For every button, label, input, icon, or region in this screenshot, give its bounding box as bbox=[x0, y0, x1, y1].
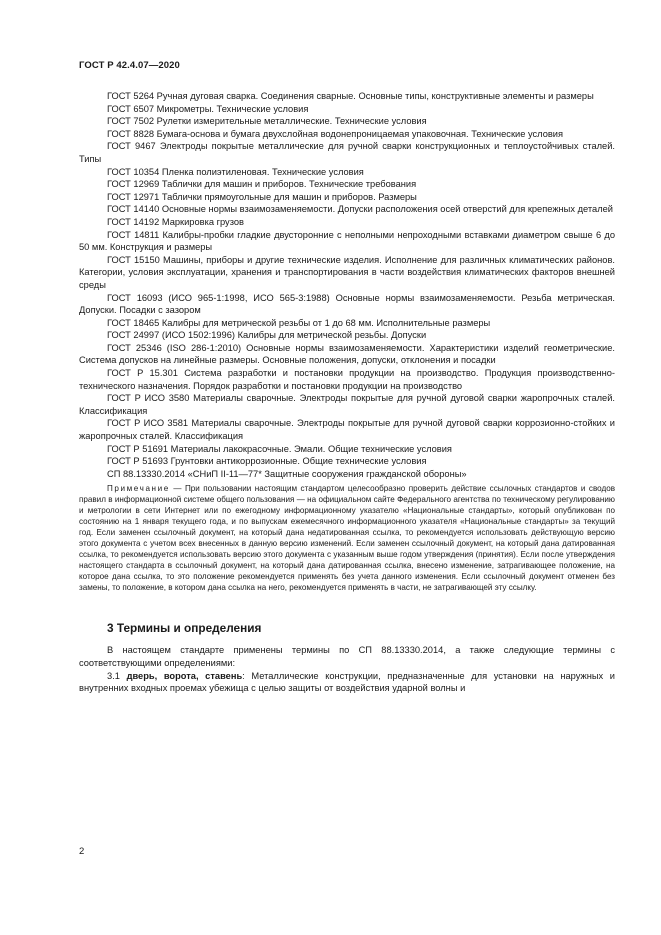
note-text: — При пользовании настоящим стандартом целесообразно проверить действие ссылочных стандартов и сводов правил в информационной системе общего пользования — на официальном сайте Федерального агентства по техническому регулированию и метрологии в сети Интернет или по ежегодному информационному указателю «Национальные стандарты», который опубликован по состоянию на 1 января текущего года, и по выпускам ежемесячного информационного указателя «Национальные стандарты» за текущий год. Если заменен ссылочный документ, на который дана недатированная ссылка, то рекомендуется использовать действующую версию этого документа с учетом всех внесенных в данную версию изменений. Если заменен ссылочный документ, на который дана датированная ссылка, то рекомендуется использовать версию этого документа с указанным выше годом утверждения (принятия). Если после утверждения настоящего стандарта в ссылочный документ, на который дана датированная ссылка, внесено изменение, затрагивающее положение, на которое дана ссылка, то это положение рекомендуется применять без учета данного изменения. Если ссылочный документ отменен без замены, то положение, в котором дана ссылка на него, рекомендуется применять в части, не затрагивающей эту ссылку. bbox=[79, 484, 615, 593]
reference-item: ГОСТ 25346 (ISO 286-1:2010) Основные нормы взаимозаменяемости. Характеристики изделий геометрические. Система допусков на линейные размеры. Основные положения, допуски, отклонения и посадки bbox=[79, 342, 615, 366]
note-label: Примечание bbox=[107, 484, 170, 494]
reference-note bbox=[79, 483, 615, 593]
normative-references-list bbox=[79, 90, 615, 480]
reference-item: ГОСТ 14192 Маркировка грузов bbox=[107, 216, 244, 227]
term-number: 3.1 bbox=[107, 670, 127, 681]
reference-item: ГОСТ 24997 (ИСО 1502:1996) Калибры для метрической резьбы. Допуски bbox=[107, 330, 427, 341]
reference-item: ГОСТ 14811 Калибры-пробки гладкие двусторонние с неполными непроходными вставками диаметром свыше 6 до 50 мм. Конструкция и размеры bbox=[79, 229, 615, 253]
term-definition bbox=[79, 670, 615, 695]
section-title: 3 Термины и определения bbox=[107, 621, 262, 636]
reference-item: СП 88.13330.2014 «СНиП II-11—77* Защитные сооружения гражданской обороны» bbox=[107, 468, 467, 479]
reference-item: ГОСТ 18465 Калибры для метрической резьбы от 1 до 68 мм. Исполнительные размеры bbox=[107, 317, 491, 328]
reference-item: ГОСТ Р ИСО 3580 Материалы сварочные. Электроды покрытые для ручной дуговой сварки жаропрочных сталей. Классификация bbox=[79, 393, 615, 416]
reference-item: ГОСТ Р 15.301 Система разработки и постановки продукции на производство. Продукция производственно-технического назначения. Порядок разработки и постановки продукции на производство bbox=[79, 368, 615, 391]
reference-item: ГОСТ 12969 Таблички для машин и приборов. Технические требования bbox=[107, 179, 417, 190]
reference-item: ГОСТ 14140 Основные нормы взаимозаменяемости. Допуски расположения осей отверстий для крепежных деталей bbox=[107, 204, 613, 215]
reference-item: ГОСТ 6507 Микрометры. Технические условия bbox=[107, 103, 309, 114]
reference-item: ГОСТ 7502 Рулетки измерительные металлические. Технические условия bbox=[107, 116, 427, 127]
reference-item: ГОСТ 12971 Таблички прямоугольные для машин и приборов. Размеры bbox=[107, 191, 417, 202]
reference-item: ГОСТ Р ИСО 3581 Материалы сварочные. Электроды покрытые для ручной дуговой сварки коррозионно-стойких и жаропрочных сталей. Классификация bbox=[79, 418, 615, 442]
reference-item: ГОСТ 15150 Машины, приборы и другие технические изделия. Исполнение для различных климатических районов. Категории, условия эксплуатации, хранения и транспортирования в части воздействия климатических факторов внешней среды bbox=[79, 254, 615, 290]
reference-item: ГОСТ Р 51693 Грунтовки антикоррозионные. Общие технические условия bbox=[107, 456, 427, 467]
page-content bbox=[79, 90, 615, 695]
reference-item: ГОСТ 8828 Бумага-основа и бумага двухслойная водонепроницаемая упаковочная. Технические условия bbox=[107, 128, 564, 139]
reference-item: ГОСТ Р 51691 Материалы лакокрасочные. Эмали. Общие технические условия bbox=[107, 443, 452, 454]
reference-item: ГОСТ 9467 Электроды покрытые металлические для ручной сварки конструкционных и теплоустойчивых сталей. Типы bbox=[79, 141, 615, 164]
reference-item: ГОСТ 5264 Ручная дуговая сварка. Соединения сварные. Основные типы, конструктивные элементы и размеры bbox=[107, 91, 594, 101]
section-intro: В настоящем стандарте применены термины по СП 88.13330.2014, а также следующие термины с соответствующими определениями: bbox=[79, 645, 615, 668]
document-header: ГОСТ Р 42.4.07—2020 bbox=[79, 60, 180, 71]
reference-item: ГОСТ 10354 Пленка полиэтиленовая. Технические условия bbox=[107, 166, 364, 177]
reference-item: ГОСТ 16093 (ИСО 965-1:1998, ИСО 565-3:1988) Основные нормы взаимозаменяемости. Резьба метрическая. Допуски. Посадки с зазором bbox=[79, 292, 615, 316]
term-definition-text: : Металлические конструкции, предназначенные для установки на наружных и внутренних входных проемах убежища с целью защиты от воздействия ударной волны и bbox=[79, 670, 615, 694]
page-number: 2 bbox=[79, 846, 85, 857]
term-name: дверь, ворота, ставень bbox=[126, 670, 243, 681]
